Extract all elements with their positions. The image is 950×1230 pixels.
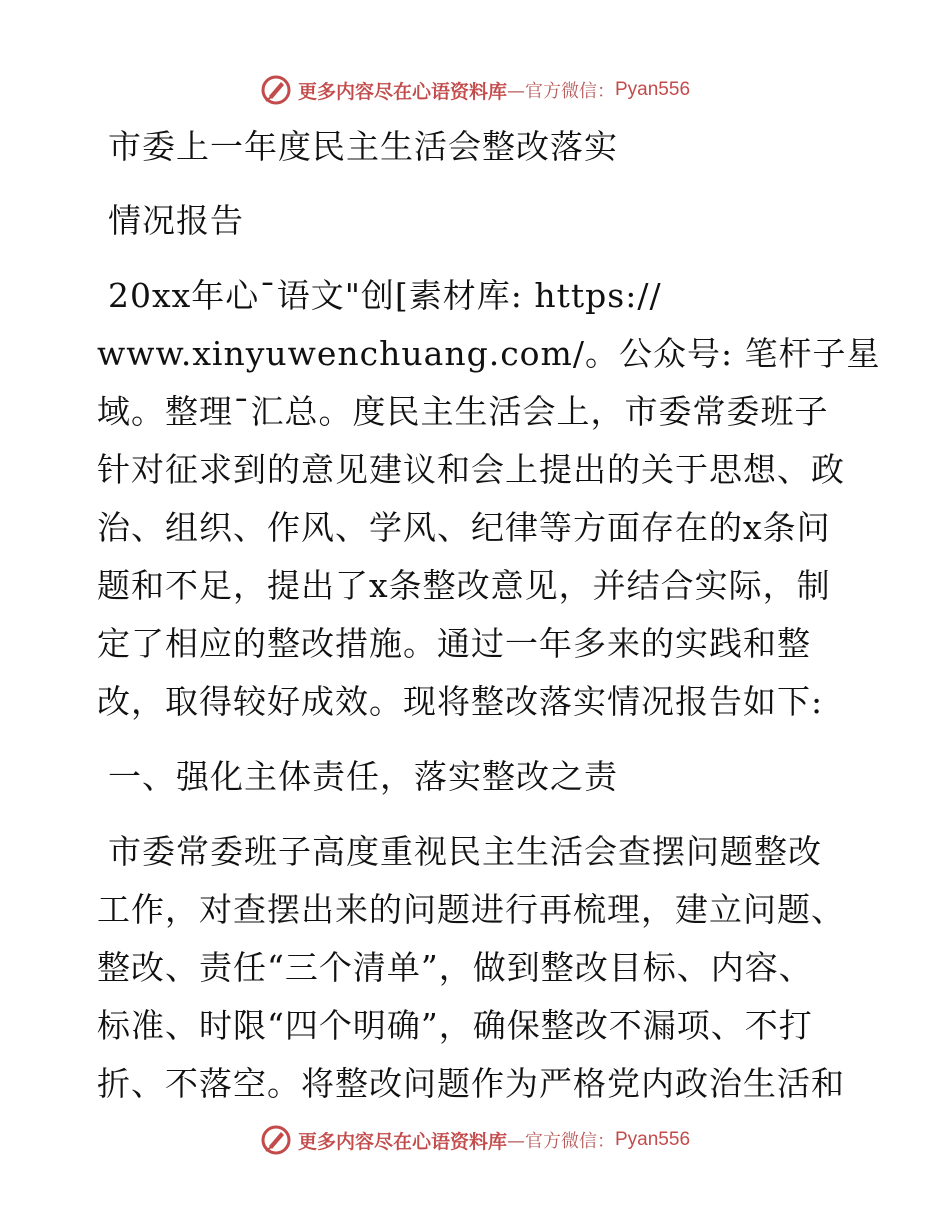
header-watermark — [0, 70, 950, 110]
watermark-separator-text: —官方微信： — [507, 81, 615, 102]
section-1-heading: 一、强化主体责任，落实整改之责 — [108, 757, 618, 796]
watermark-wechat-id: Pyan556 — [615, 79, 691, 100]
brand-logo-icon — [260, 1124, 292, 1156]
watermark-main-text: 更多内容尽在心语资料库 — [297, 80, 507, 103]
paragraph-1-line-8: 改，取得较好成效。现将整改落实情况报告如下: — [97, 682, 824, 721]
footer-watermark — [0, 1120, 950, 1160]
section-1-line-1: 市委常委班子高度重视民主生活会查摆问题整改 — [108, 832, 822, 871]
section-1-line-3: 整改、责任“三个清单”，做到整改目标、内容、 — [97, 948, 813, 987]
paragraph-1-line-4: 针对征求到的意见建议和会上提出的关于思想、政 — [97, 450, 845, 489]
watermark-wechat-id: Pyan556 — [615, 1129, 691, 1150]
section-1-line-4: 标准、时限“四个明确”，确保整改不漏项、不打 — [97, 1006, 813, 1045]
document-title-line-1: 市委上一年度民主生活会整改落实 — [108, 127, 618, 166]
document-title-line-2: 情况报告 — [108, 201, 244, 240]
brand-logo-icon — [260, 74, 292, 106]
watermark-separator-text: —官方微信： — [507, 1131, 615, 1152]
section-1-line-5: 折、不落空。将整改问题作为严格党内政治生活和 — [97, 1064, 845, 1103]
paragraph-1-line-2: www.xinyuwenchuang.com/。公众号: 笔杆子星 — [97, 334, 881, 373]
paragraph-1-line-6: 题和不足，提出了x条整改意见，并结合实际，制 — [97, 566, 831, 605]
paragraph-1-line-5: 治、组织、作风、学风、纪律等方面存在的x条问 — [97, 508, 831, 547]
paragraph-1-line-3: 域。整理¯汇总。度民主生活会上，市委常委班子 — [97, 392, 829, 431]
paragraph-1-line-7: 定了相应的整改措施。通过一年多来的实践和整 — [97, 624, 811, 663]
watermark-main-text: 更多内容尽在心语资料库 — [297, 1130, 507, 1153]
paragraph-1-line-1: 20xx年心¯语文"创[素材库: https:// — [108, 276, 662, 315]
section-1-line-2: 工作，对查摆出来的问题进行再梳理，建立问题、 — [97, 890, 845, 929]
